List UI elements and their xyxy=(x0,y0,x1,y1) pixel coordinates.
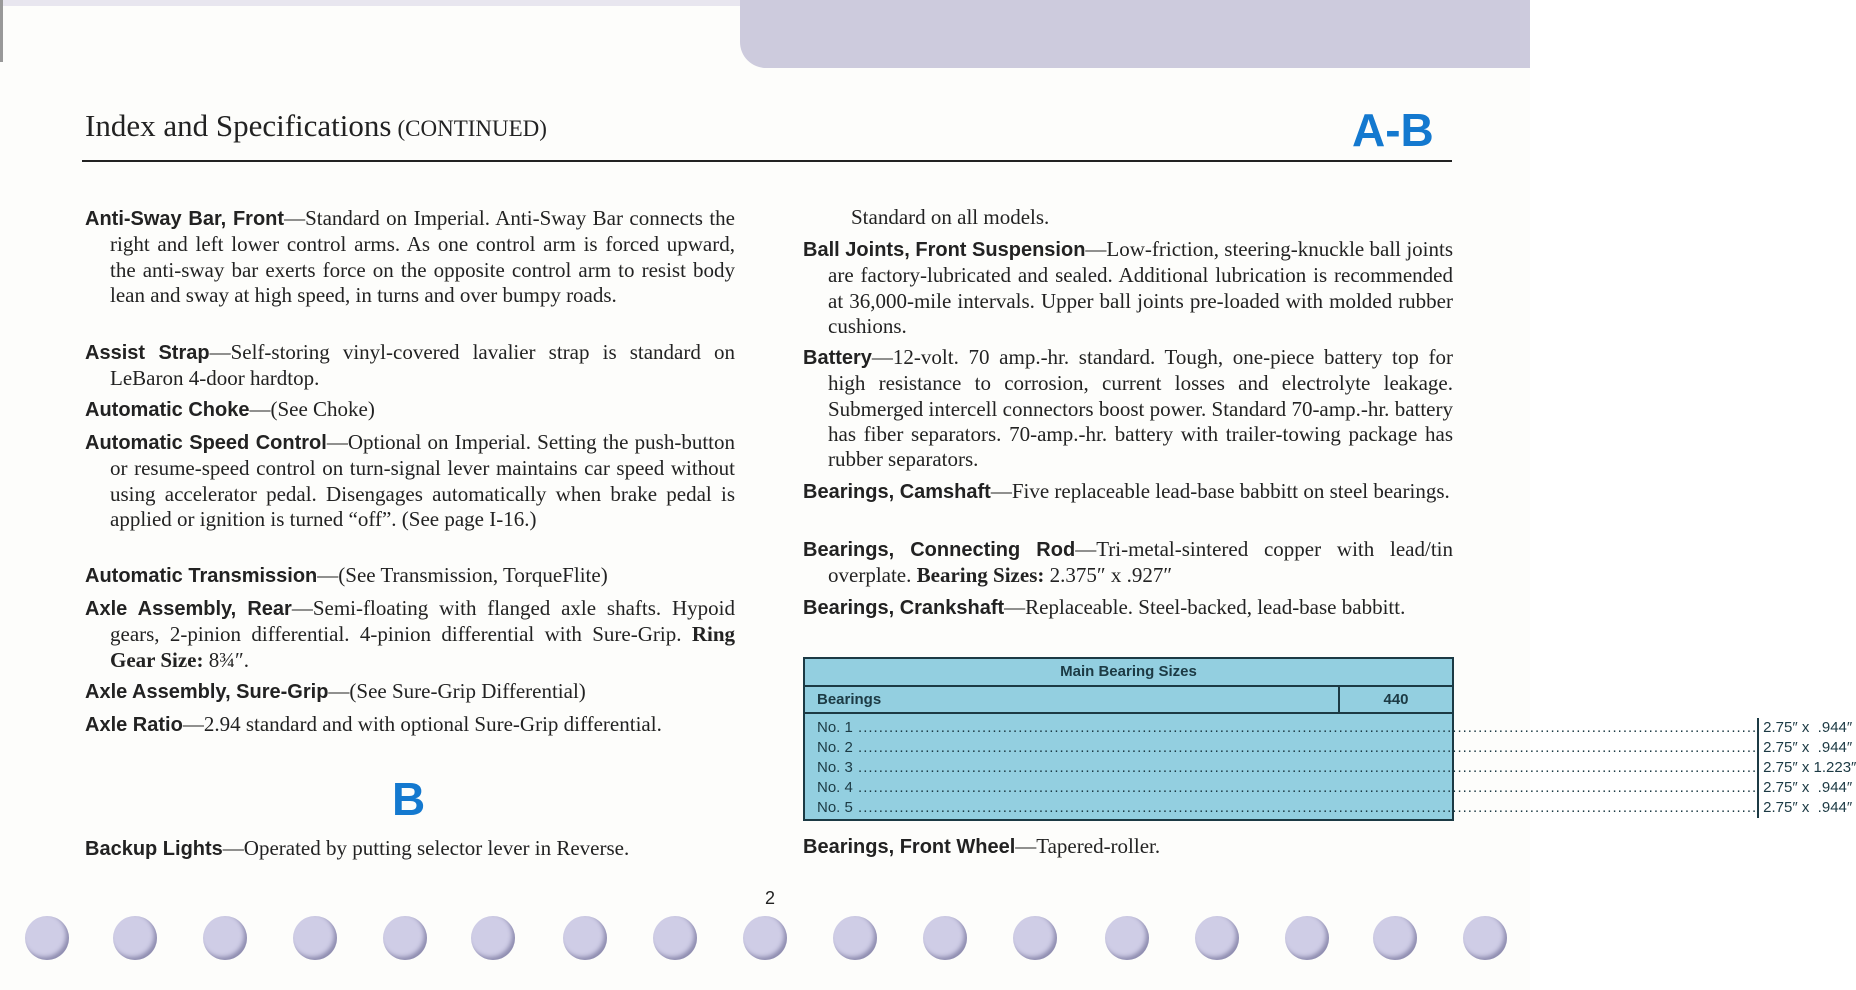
entry-bearings-crankshaft xyxy=(803,595,1453,621)
entry-automatic-speed-control xyxy=(85,430,735,532)
entry-text: —Standard on Imperial. Anti-Sway Bar connects the right and left lower control arms. As one control arm is forced upward, the anti-sway bar exerts force on the opposite control arm to resist body lean and sway at high speed, in turns and over bumpy roads. xyxy=(110,206,735,307)
entry-text: —Replaceable. Steel-backed, lead-base babbitt. xyxy=(1004,595,1406,619)
binder-hole xyxy=(25,916,69,960)
entry-axle-assembly-rear xyxy=(85,596,735,673)
row-label: No. 1 ..... xyxy=(817,718,1757,738)
entry-term: Axle Assembly, Sure-Grip xyxy=(85,681,329,703)
entry-battery xyxy=(803,345,1453,472)
header-rule xyxy=(82,160,1452,162)
table-body xyxy=(805,714,1856,818)
binder-hole xyxy=(471,916,515,960)
entry-spec-label: Ring Gear Size: xyxy=(110,622,735,672)
continued-text: Standard on all models. xyxy=(851,205,1050,229)
page-edge xyxy=(0,0,745,6)
entry-term: Automatic Speed Control xyxy=(85,432,327,454)
labels-col xyxy=(805,718,1759,818)
entry-term: Bearings, Crankshaft xyxy=(803,597,1005,619)
main-bearing-sizes-table xyxy=(803,657,1856,821)
page-edge-left xyxy=(0,0,3,62)
binder-hole xyxy=(383,916,427,960)
binder-hole xyxy=(1195,916,1239,960)
entry-term: Assist Strap xyxy=(85,342,210,364)
entry-term: Ball Joints, Front Suspension xyxy=(803,239,1086,261)
entry-term: Backup Lights xyxy=(85,838,223,860)
entry-backup-lights xyxy=(85,836,735,862)
entry-text: —2.94 standard and with optional Sure-Grip differential. xyxy=(182,712,662,736)
binder-hole xyxy=(563,916,607,960)
entry-text: —(See Transmission, TorqueFlite) xyxy=(317,563,608,587)
table-row xyxy=(817,758,1757,778)
binder-hole xyxy=(293,916,337,960)
entry-anti-sway-bar-front xyxy=(85,206,735,308)
col-header-440: 440 xyxy=(1383,691,1409,708)
entry-term: Axle Ratio xyxy=(85,714,183,736)
values-col xyxy=(1759,718,1856,818)
title-text: Index and Specifications xyxy=(85,108,392,143)
row-label: No. 2 ..... xyxy=(817,738,1757,758)
entry-text: —(See Choke) xyxy=(249,397,375,421)
binder-hole xyxy=(1105,916,1149,960)
row-value: 2.75″ x 1.223″ xyxy=(1763,759,1856,776)
entry-bearings-camshaft xyxy=(803,479,1453,505)
binder-hole xyxy=(1463,916,1507,960)
binder-hole xyxy=(1373,916,1417,960)
entry-axle-ratio xyxy=(85,712,735,738)
row-value: 2.75″ x .944″ xyxy=(1763,739,1853,756)
table-header xyxy=(805,687,1452,714)
row-label: No. 3 ..... xyxy=(817,758,1757,778)
entry-term: Anti-Sway Bar, Front xyxy=(85,208,285,230)
table-row xyxy=(817,778,1757,798)
entry-bearings-connecting-rod xyxy=(803,537,1453,589)
entry-automatic-choke xyxy=(85,397,735,423)
row-value: 2.75″ x .944″ xyxy=(1763,719,1853,736)
binder-hole xyxy=(1013,916,1057,960)
entry-front-wheel xyxy=(803,834,1453,860)
page-number: 2 xyxy=(765,888,776,908)
entry-text: —Operated by putting selector lever in Reverse. xyxy=(222,836,630,860)
section-label: A-B xyxy=(1352,104,1434,156)
entry-term: Axle Assembly, Rear xyxy=(85,598,292,620)
entry-term: Bearings, Front Wheel xyxy=(803,836,1016,858)
entry-text: —Semi-floating with flanged axle shafts. Hypoid gears, 2-pinion differential. 4-pinion differential with Sure-Grip. xyxy=(110,596,735,647)
entry-term: Automatic Choke xyxy=(85,399,250,421)
entry-text: —Optional on Imperial. Setting the push-button or resume-speed control on turn-signal lever maintains car speed without using accelerator pedal. Disengages automatically when brake pedal is applied or ignition is turned “off”. (See page I-16.) xyxy=(110,430,735,531)
entry-spec-value: 8¾″. xyxy=(203,647,249,672)
table-row xyxy=(817,798,1757,818)
entry-text: —Five replaceable lead-base babbitt on steel bearings. xyxy=(990,479,1450,503)
entry-term: Automatic Transmission xyxy=(85,565,318,587)
entry-spec-value: 2.375″ x .927″ xyxy=(1044,563,1173,588)
binder-hole xyxy=(743,916,787,960)
entry-axle-assembly-sure-grip xyxy=(85,679,735,705)
entry-term: Bearings, Connecting Rod xyxy=(803,539,1076,561)
table-row xyxy=(817,718,1757,738)
entry-text: —12-volt. 70 amp.-hr. standard. Tough, one-piece battery top for high resistance to corrosion, current losses and electrolyte leakage. Submerged intercell connectors boost power. Standard 70-amp.-hr. battery has fiber separators. 70-amp.-hr. battery with trailer-towing package has rubber separators. xyxy=(828,345,1453,472)
row-value: 2.75″ x .944″ xyxy=(1763,779,1853,796)
binder-hole xyxy=(653,916,697,960)
binder-hole xyxy=(113,916,157,960)
entry-text: —Tapered-roller. xyxy=(1015,834,1161,858)
entry-spec-label: Bearing Sizes: xyxy=(916,563,1045,588)
col-header-bearings: Bearings xyxy=(805,687,1340,712)
entry-automatic-transmission xyxy=(85,563,735,589)
page-title xyxy=(85,108,547,144)
binder-hole xyxy=(1285,916,1329,960)
entry-text: —(See Sure-Grip Differential) xyxy=(328,679,586,703)
entry-term: Battery xyxy=(803,347,872,369)
row-label: No. 4 ..... xyxy=(817,778,1757,798)
section-letter: B xyxy=(392,773,426,825)
entry-assist-strap xyxy=(85,340,735,392)
entry-text: —Tri-metal-sintered copper with lead/tin overplate. xyxy=(828,537,1453,588)
table-row xyxy=(817,738,1757,758)
title-continued: (CONTINUED) xyxy=(397,116,547,141)
index-tab xyxy=(740,0,1530,68)
binder-hole xyxy=(923,916,967,960)
binder-hole xyxy=(833,916,877,960)
entry-ball-joints-front-suspension xyxy=(803,237,1453,339)
row-value: 2.75″ x .944″ xyxy=(1763,799,1853,816)
entry-text: —Self-storing vinyl-covered lavalier strap is standard on LeBaron 4-door hardtop. xyxy=(110,340,735,391)
entry-text: —Low-friction, steering-knuckle ball joints are factory-lubricated and sealed. Additional lubrication is recommended at 36,000-mile intervals. Upper ball joints pre-loaded with molded rubber cushions. xyxy=(828,237,1453,338)
table-title: Main Bearing Sizes xyxy=(805,659,1452,687)
binder-hole xyxy=(203,916,247,960)
row-label: No. 5 ..... xyxy=(817,798,1757,818)
entry-term: Bearings, Camshaft xyxy=(803,481,991,503)
